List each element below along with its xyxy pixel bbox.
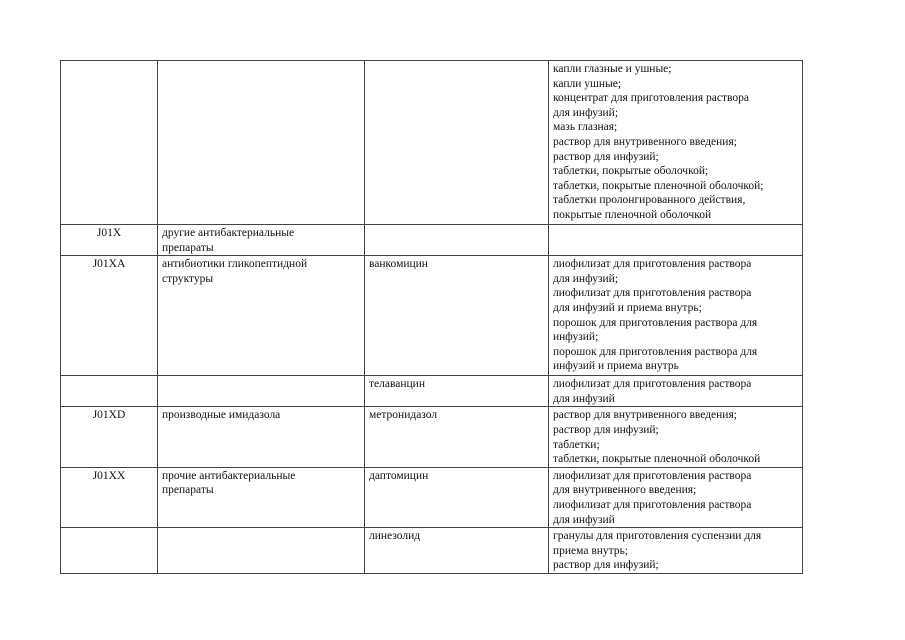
forms-cell <box>549 61 803 225</box>
forms-cell <box>549 225 803 256</box>
form-line: для инфузий; <box>553 272 619 285</box>
table-row <box>61 61 803 225</box>
form-line: таблетки пролонгированного действия, <box>553 194 746 207</box>
drug-cell: метронидазол <box>365 407 549 467</box>
form-line: для внутривенного введения; <box>553 484 697 497</box>
form-line: лиофилизат для приготовления раствора <box>553 378 752 391</box>
table-row <box>61 376 803 407</box>
group-line: препараты <box>162 484 214 497</box>
form-line: капли глазные и ушные; <box>553 63 672 75</box>
form-line: лиофилизат для приготовления раствора <box>553 258 752 271</box>
form-line: капли ушные; <box>553 77 622 90</box>
form-line: таблетки, покрытые пленочной оболочкой; <box>553 179 764 192</box>
drug-cell: телаванцин <box>365 376 549 407</box>
group-cell <box>158 376 365 407</box>
medications-table <box>60 60 803 574</box>
form-line: для инфузий; <box>553 106 619 119</box>
drug-cell: ванкомицин <box>365 256 549 376</box>
form-line: таблетки, покрытые оболочкой; <box>553 165 709 178</box>
form-line: гранулы для приготовления суспензии для <box>553 530 762 543</box>
forms-cell <box>549 407 803 467</box>
form-line: порошок для приготовления раствора для <box>553 345 758 358</box>
table-row <box>61 256 803 376</box>
forms-cell <box>549 376 803 407</box>
form-line: для инфузий и приема внутрь; <box>553 301 702 314</box>
group-cell <box>158 467 365 527</box>
form-line: раствор для инфузий; <box>553 559 659 572</box>
group-line: другие антибактериальные <box>162 227 295 239</box>
form-line: инфузий; <box>553 331 599 344</box>
form-line: таблетки; <box>553 438 600 451</box>
group-line: препараты <box>162 241 214 254</box>
atc-code-cell: J01XD <box>61 407 158 467</box>
atc-code-cell <box>61 528 158 574</box>
form-line: порошок для приготовления раствора для <box>553 316 758 329</box>
drug-cell <box>365 225 549 256</box>
form-line: раствор для инфузий; <box>553 150 659 163</box>
form-line: концентрат для приготовления раствора <box>553 92 749 105</box>
group-line: прочие антибактериальные <box>162 469 296 482</box>
atc-code-cell: J01XA <box>61 256 158 376</box>
atc-code-cell <box>61 376 158 407</box>
group-line: антибиотики гликопептидной <box>162 258 308 271</box>
drug-cell: даптомицин <box>365 467 549 527</box>
form-line: покрытые пленочной оболочкой <box>553 208 712 221</box>
forms-cell <box>549 256 803 376</box>
drug-cell <box>365 61 549 225</box>
form-line: раствор для инфузий; <box>553 423 659 436</box>
form-line: лиофилизат для приготовления раствора <box>553 498 752 511</box>
drug-cell: линезолид <box>365 528 549 574</box>
form-line: лиофилизат для приготовления раствора <box>553 469 752 482</box>
group-line: структуры <box>162 272 214 285</box>
form-line: для инфузий <box>553 392 615 405</box>
form-line: для инфузий <box>553 513 615 526</box>
forms-cell <box>549 467 803 527</box>
form-line: мазь глазная; <box>553 121 618 134</box>
group-cell <box>158 225 365 256</box>
form-line: лиофилизат для приготовления раствора <box>553 287 752 300</box>
form-line: таблетки, покрытые пленочной оболочкой <box>553 453 761 466</box>
atc-code-cell: J01X <box>61 225 158 256</box>
group-cell <box>158 61 365 225</box>
table-row <box>61 225 803 256</box>
atc-code-cell <box>61 61 158 225</box>
atc-code-cell: J01XX <box>61 467 158 527</box>
form-line: приема внутрь; <box>553 544 629 557</box>
group-cell <box>158 256 365 376</box>
table-row <box>61 467 803 527</box>
group-line: производные имидазола <box>162 409 281 422</box>
table-row <box>61 528 803 574</box>
form-line: раствор для внутривенного введения; <box>553 409 737 422</box>
group-cell <box>158 407 365 467</box>
forms-cell <box>549 528 803 574</box>
group-cell <box>158 528 365 574</box>
form-line: инфузий и приема внутрь <box>553 360 679 373</box>
table-row <box>61 407 803 467</box>
form-line: раствор для внутривенного введения; <box>553 135 737 148</box>
